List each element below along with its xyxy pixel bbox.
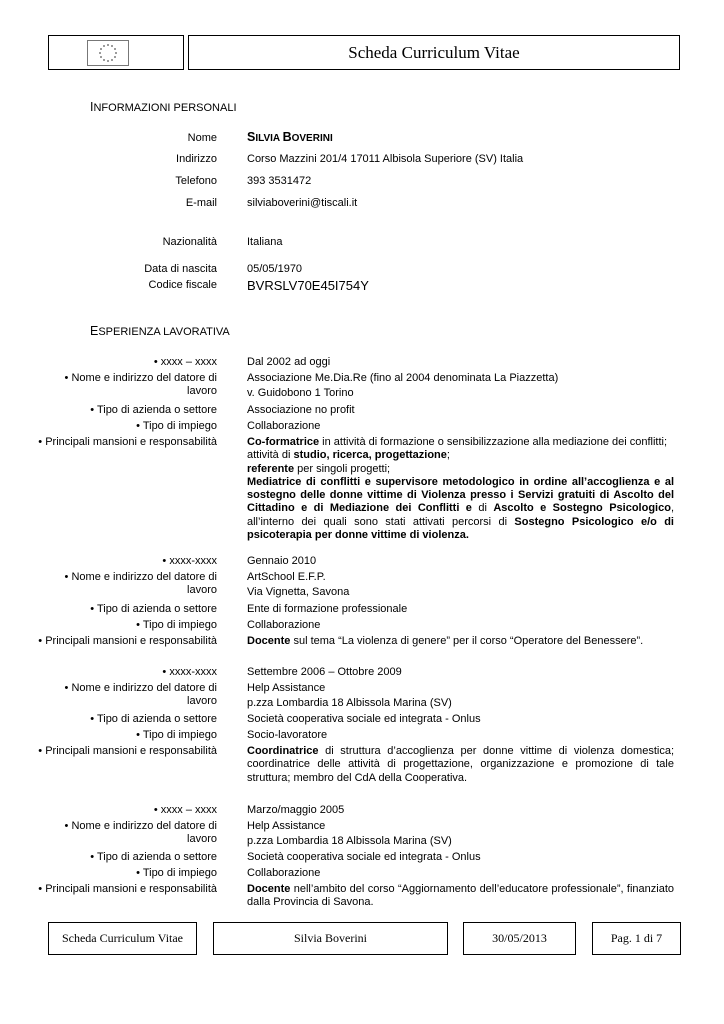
entry3-employer-label-2: lavoro bbox=[187, 695, 217, 707]
label-nazionalita: Nazionalità bbox=[162, 236, 217, 248]
value-codice-fiscale: BVRSLV70E45I754Y bbox=[247, 278, 369, 293]
entry4-duties-label: • Principali mansioni e responsabilità bbox=[38, 883, 217, 896]
footer-doc-title: Scheda Curriculum Vitae bbox=[48, 922, 197, 955]
value-indirizzo: Corso Mazzini 201/4 17011 Albisola Superiore (SV) Italia bbox=[247, 153, 524, 165]
entry2-job-label: • Tipo di impiego bbox=[136, 619, 217, 632]
footer-page-number: Pag. 1 di 7 bbox=[592, 922, 681, 955]
label-telefono: Telefono bbox=[175, 175, 217, 187]
entry4-duties: Docente nell’ambito del corso “Aggiornamento dell’educatore professionale”, finanziato dalla Provincia di Savona. bbox=[247, 883, 674, 909]
entry4-job-label: • Tipo di impiego bbox=[136, 867, 217, 880]
entry4-employer: Help Assistance bbox=[247, 820, 326, 832]
entry3-sector-label: • Tipo di azienda o settore bbox=[90, 713, 217, 726]
entry4-sector: Società cooperativa sociale ed integrata - Onlus bbox=[247, 851, 481, 863]
label-email: E-mail bbox=[185, 197, 217, 209]
entry2-employer: ArtSchool E.F.P. bbox=[247, 571, 326, 583]
label-data-nascita: Data di nascita bbox=[144, 263, 217, 275]
entry2-job: Collaborazione bbox=[247, 619, 321, 631]
label-nome: Nome bbox=[187, 132, 217, 144]
entry2-sector: Ente di formazione professionale bbox=[247, 603, 408, 615]
entry2-sector-label: • Tipo di azienda o settore bbox=[90, 603, 217, 616]
value-telefono: 393 3531472 bbox=[247, 175, 312, 187]
value-data-nascita: 05/05/1970 bbox=[247, 263, 303, 275]
entry1-job-label: • Tipo di impiego bbox=[136, 420, 217, 433]
entry2-employer-label: • Nome e indirizzo del datore di bbox=[65, 571, 217, 584]
entry3-employer: Help Assistance bbox=[247, 682, 326, 694]
entry3-duties-label: • Principali mansioni e responsabilità bbox=[38, 745, 217, 758]
entry1-employer-label: • Nome e indirizzo del datore di bbox=[65, 372, 217, 385]
entry1-duties: Co-formatrice in attività di formazione o sensibilizzazione alla mediazione dei conflitti; attività di studio, ricerca, progettazione; referente per singoli progetti; Mediatrice di conflitti e supervisore metodologico in ordine all’accoglienza e al sostegno delle donne vittime di Violenza presso i Servizi gratuiti di Ascolto del Cittadino e di Mediazione dei Conflitti e di Ascolto e Sostegno Psicologico, all’interno dei quali sono stati attivati percorsi di Sostegno Psicologico e/o di psicoterapia per donne vittime di violenza. bbox=[247, 436, 674, 542]
header-logo-box bbox=[48, 35, 184, 70]
entry1-period-label: • xxxx – xxxx bbox=[154, 356, 217, 369]
entry1-job: Collaborazione bbox=[247, 420, 321, 432]
entry4-sector-label: • Tipo di azienda o settore bbox=[90, 851, 217, 864]
entry1-sector-label: • Tipo di azienda o settore bbox=[90, 404, 217, 417]
label-codice-fiscale: Codice fiscale bbox=[148, 279, 217, 291]
entry1-employer: Associazione Me.Dia.Re (fino al 2004 denominata La Piazzetta) bbox=[247, 372, 559, 384]
header-title: Scheda Curriculum Vitae bbox=[188, 35, 680, 70]
entry3-job-label: • Tipo di impiego bbox=[136, 729, 217, 742]
entry4-period: Marzo/maggio 2005 bbox=[247, 804, 345, 816]
entry1-employer-address: v. Guidobono 1 Torino bbox=[247, 387, 354, 399]
entry4-job: Collaborazione bbox=[247, 867, 321, 879]
entry3-sector: Società cooperativa sociale ed integrata - Onlus bbox=[247, 713, 481, 725]
entry1-sector: Associazione no profit bbox=[247, 404, 355, 416]
entry4-employer-address: p.zza Lombardia 18 Albissola Marina (SV) bbox=[247, 835, 452, 847]
entry3-employer-address: p.zza Lombardia 18 Albissola Marina (SV) bbox=[247, 697, 452, 709]
value-nazionalita: Italiana bbox=[247, 236, 283, 248]
eu-flag-icon bbox=[87, 40, 129, 66]
entry1-period: Dal 2002 ad oggi bbox=[247, 356, 331, 368]
entry2-employer-label-2: lavoro bbox=[187, 584, 217, 596]
entry2-employer-address: Via Vignetta, Savona bbox=[247, 586, 350, 598]
value-nome: SILVIA BOVERINI bbox=[247, 130, 333, 144]
entry2-duties-label: • Principali mansioni e responsabilità bbox=[38, 635, 217, 648]
entry3-period-label: • xxxx-xxxx bbox=[162, 666, 217, 679]
footer-author: Silvia Boverini bbox=[213, 922, 448, 955]
section-personal-heading: INFORMAZIONI PERSONALI bbox=[90, 100, 237, 114]
label-indirizzo: Indirizzo bbox=[176, 153, 217, 165]
entry2-duties: Docente sul tema “La violenza di genere” per il corso “Operatore del Benessere”. bbox=[247, 635, 644, 647]
entry4-period-label: • xxxx – xxxx bbox=[154, 804, 217, 817]
entry3-employer-label: • Nome e indirizzo del datore di bbox=[65, 682, 217, 695]
section-experience-heading: ESPERIENZA LAVORATIVA bbox=[90, 324, 230, 338]
entry4-employer-label-2: lavoro bbox=[187, 833, 217, 845]
entry3-duties: Coordinatrice di struttura d’accoglienza per donne vittime di violenza domestica; coordinatrice delle attività di progettazione, organizzazione e promozione di tale struttura; membro del CdA della Cooperativa. bbox=[247, 745, 674, 784]
footer-date: 30/05/2013 bbox=[463, 922, 576, 955]
entry1-duties-label: • Principali mansioni e responsabilità bbox=[38, 436, 217, 449]
entry1-employer-label-2: lavoro bbox=[187, 385, 217, 397]
entry3-period: Settembre 2006 – Ottobre 2009 bbox=[247, 666, 402, 678]
entry4-employer-label: • Nome e indirizzo del datore di bbox=[65, 820, 217, 833]
entry2-period-label: • xxxx-xxxx bbox=[162, 555, 217, 568]
value-email: silviaboverini@tiscali.it bbox=[247, 197, 358, 209]
entry2-period: Gennaio 2010 bbox=[247, 555, 317, 567]
entry3-job: Socio-lavoratore bbox=[247, 729, 328, 741]
